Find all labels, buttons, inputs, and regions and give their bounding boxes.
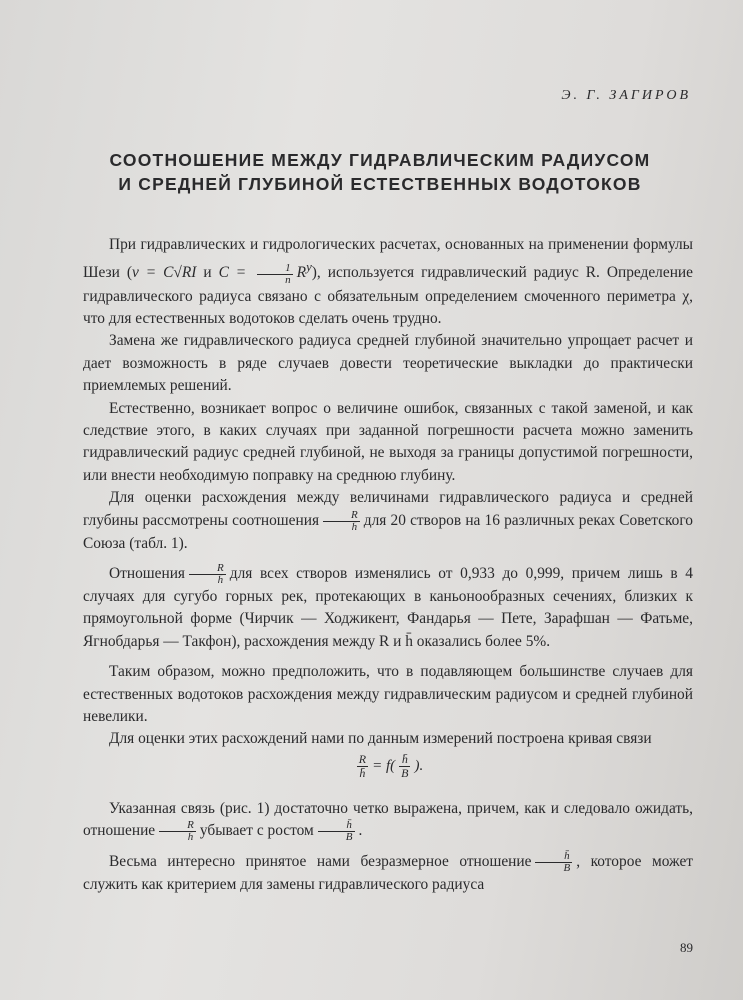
p8-text-c: .	[358, 822, 363, 840]
c-formula-r: R	[296, 264, 307, 282]
r-over-h-fraction	[159, 820, 196, 843]
paragraph-8	[83, 798, 693, 843]
frac-num: R	[159, 820, 196, 832]
frac-den: h̄	[351, 520, 358, 533]
c-formula: C =	[218, 264, 254, 282]
article-body	[83, 234, 693, 897]
h-over-b-fraction	[535, 851, 572, 874]
frac-num: R	[358, 751, 367, 766]
p5-text-b: для всех створов изменялись от 0,933 до 0,999, причем лишь в 4 случаях для сугубо горных рек, протекающих в каньонообразных сечениях, близких к прямоугольной форме (Чирчик — Ходжикент, Фандарья — Пете, Зарафшан — Фатьме, Ягнобдарья — Такфон), расхождения между R и h̄ оказались более 5%.	[83, 565, 693, 650]
function-symbol: f	[385, 757, 391, 774]
r-over-h-fraction	[189, 563, 226, 586]
paragraph-3: Естественно, возникает вопрос о величине ошибок, связанных с такой заменой, и как следствие этого, в каких случаях при заданной погрешности расчета можно заменить гидравлический радиус средней глубиной, не выходя за границы допустимой погрешности, или внести необходимую поправку на среднюю глубину.	[83, 399, 693, 484]
h-over-b-fraction	[318, 820, 355, 843]
frac-num: h̄	[399, 753, 410, 767]
paragraph-2: Замена же гидравлического радиуса средней глубиной значительно упрощает расчет и дает возможность в ряде случаев довести теоретические выкладки до практически приемлемых решений.	[83, 332, 693, 395]
author-header: Э. Г. ЗАГИРОВ	[561, 88, 691, 103]
frac-num: R	[189, 563, 226, 575]
r-over-h-fraction	[323, 510, 360, 533]
p4-text-a: Для оценки расхождения между величинами гидравлического радиуса и средней глубины рассмотрены соотношения	[83, 489, 693, 529]
frac-num: h̄	[535, 851, 572, 863]
r-over-h-fraction	[357, 753, 368, 780]
paragraph-6: Таким образом, можно предположить, что в подавляющем большинстве случаев для естественных водотоков расхождения между гидравлическим радиусом и средней глубиной невелики.	[83, 663, 693, 725]
frac-den: B	[345, 831, 353, 844]
relation-formula: $\frac{R}{h̄}$ = f( $\frac{h̄}{B}$ ).	[358, 751, 424, 780]
p4-text-b: для 20 створов на 16 различных реках Советского Союза (табл. 1).	[83, 511, 693, 552]
h-over-b-fraction	[399, 753, 410, 780]
c-formula-exp: y	[306, 260, 312, 275]
p1-and: и	[196, 264, 219, 282]
c-frac-den: n	[285, 273, 291, 286]
article-title	[60, 148, 700, 196]
title-line-2: И СРЕДНЕЙ ГЛУБИНОЙ ЕСТЕСТВЕННЫХ ВОДОТОКОВ	[118, 174, 642, 194]
title-line-1: СООТНОШЕНИЕ МЕЖДУ ГИДРАВЛИЧЕСКИМ РАДИУСОМ	[109, 150, 651, 170]
paragraph-9	[83, 851, 693, 896]
frac-den: h̄	[187, 831, 194, 844]
paragraph-1	[83, 234, 693, 330]
frac-den: B	[401, 765, 409, 780]
c-frac-num: 1	[257, 263, 293, 275]
chezy-formula: v = C√RI	[131, 264, 197, 282]
p9-text-a: Весьма интересно принятое нами безразмерное отношение	[109, 853, 532, 871]
paragraph-7: Для оценки этих расхождений нами по данным измерений построена кривая связи	[109, 730, 652, 748]
p5-text-a: Отношения	[109, 565, 186, 582]
p9-text-b: , которое может служить как критерием для замены гидравлического радиуса	[83, 853, 693, 894]
frac-den: h̄	[217, 573, 224, 586]
paragraph-5	[83, 563, 693, 653]
page-number: 89	[680, 940, 693, 955]
frac-num: h̄	[318, 820, 355, 832]
frac-den: B	[563, 862, 571, 875]
c-fraction	[257, 263, 293, 286]
frac-num: R	[323, 510, 360, 522]
frac-den: h̄	[359, 765, 366, 780]
p1-text-a: При гидравлических и гидрологических расчетах, основанных на применении формулы Шези (	[83, 236, 693, 282]
paragraph-4	[83, 487, 693, 555]
p8-text-b: убывает с ростом	[199, 822, 314, 840]
p1-text-b: ), используется гидравлический радиус R. Определение гидравлического радиуса связано с обязательным определением смоченного периметра χ, что для естественных водотоков сделать очень трудно.	[83, 264, 693, 327]
p8-text-a: Указанная связь (рис. 1) достаточно четко выражена, причем, как и следовало ожидать, отношение	[83, 799, 693, 840]
